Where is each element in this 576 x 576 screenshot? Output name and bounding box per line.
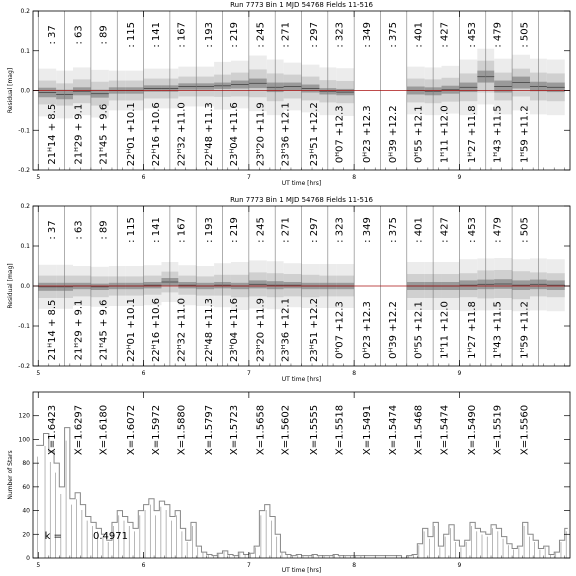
x-tick-label: 6 [141,562,146,569]
coord-label: 0ᴴ39 +12.2 [388,301,400,359]
coord-label: 22ᴴ16 +10.6 [151,102,163,167]
coord-label: 0ᴴ07 +12.3 [334,301,346,359]
coord-label: 22ᴴ16 +10.6 [151,297,163,363]
y-axis-label: Number of Stars [7,450,14,500]
coord-label: 0ᴴ39 +12.2 [388,105,400,164]
field-label: : 245 [255,22,267,48]
y-axis-label: Residual [mag] [7,263,14,309]
x-tick-label: 5 [36,370,41,377]
y-tick-label: 20 [22,531,30,539]
coord-label: 0ᴴ55 +12.1 [413,105,425,164]
field-label: : 63 [73,220,85,240]
x-tick-label: 7 [246,370,251,377]
field-label: : 297 [309,217,321,243]
coord-label: 21ᴴ45 + 9.6 [98,103,110,165]
airmass-label: X=1.5880 [176,404,188,456]
k-value: 0.4971 [93,531,129,543]
x-tick-label: 8 [352,370,357,377]
coord-label: 21ᴴ29 + 9.1 [73,103,85,165]
y-tick-label: 40 [22,507,30,515]
y-tick-label: 100 [18,436,30,444]
y-tick-label: 0.0 [20,87,30,95]
x-tick-label: 9 [457,174,462,181]
coord-label: 0ᴴ07 +12.3 [334,105,346,164]
field-label: : 297 [309,22,321,48]
field-label: : 193 [203,22,215,48]
field-label: : 375 [388,217,400,243]
x-tick-label: 8 [352,562,357,569]
x-tick-label: 7 [246,562,251,569]
y-tick-label: 0 [26,555,30,562]
field-label: : 37 [46,25,58,45]
coord-label: 21ᴴ14 + 8.5 [46,103,58,165]
field-label: : 167 [176,217,188,243]
y-tick-label: 0.1 [20,243,30,250]
field-label: : 37 [46,220,58,240]
chart-title: Run 7773 Bin 1 MJD 54768 Fields 11-516 [230,1,373,9]
field-label: : 479 [492,22,504,48]
field-label: : 141 [151,22,163,48]
y-tick-label: 0.2 [20,8,30,15]
airmass-label: X=1.6072 [125,404,137,456]
airmass-label: X=1.5490 [467,404,479,456]
coord-label: 1ᴴ59 +11.2 [519,105,531,164]
coord-label: 22ᴴ01 +10.1 [125,102,137,167]
field-label: : 375 [388,22,400,48]
field-label: : 141 [151,217,163,243]
field-label: : 427 [439,217,451,243]
y-tick-label: -0.2 [18,363,30,370]
field-label: : 219 [229,217,241,243]
coord-label: 23ᴴ04 +11.6 [229,102,241,167]
x-tick-label: 5 [36,562,41,569]
field-label: : 453 [467,22,479,48]
coord-label: 22ᴴ32 +11.0 [176,297,188,363]
coord-label: 1ᴴ59 +11.2 [519,301,531,359]
y-tick-label: -0.1 [18,323,30,330]
airmass-label: X=1.5972 [151,404,163,456]
coord-label: 1ᴴ43 +11.5 [492,301,504,359]
chart-panel-2 [7,196,570,383]
field-label: : 505 [519,217,531,243]
coord-label: 21ᴴ14 + 8.5 [46,299,58,361]
coord-label: 23ᴴ51 +12.2 [309,102,321,167]
y-tick-label: -0.1 [18,127,30,135]
field-label: : 115 [125,22,137,48]
field-label: : 219 [229,22,241,48]
x-axis-label: UT time [hrs] [281,376,322,383]
x-tick-label: 5 [36,174,41,181]
k-label: k = [44,531,62,543]
y-tick-label: 0.0 [20,283,30,290]
airmass-label: X=1.6180 [98,404,110,456]
coord-label: 0ᴴ23 +12.3 [361,301,373,359]
field-label: : 167 [176,22,188,48]
field-label: : 453 [467,217,479,243]
field-label: : 323 [334,22,346,48]
coord-label: 1ᴴ27 +11.8 [467,105,479,164]
airmass-label: X=1.5560 [519,404,531,456]
coord-label: 22ᴴ48 +11.3 [203,102,215,167]
field-label: : 479 [492,217,504,243]
airmass-label: X=1.5658 [255,404,267,456]
coord-label: 1ᴴ11 +12.0 [439,301,451,359]
coord-label: 23ᴴ51 +12.2 [309,297,321,363]
y-tick-label: 80 [22,460,30,468]
field-label: : 401 [413,217,425,243]
coord-label: 23ᴴ04 +11.6 [229,297,241,363]
field-label: : 401 [413,22,425,48]
y-tick-label: -0.2 [18,167,30,174]
coord-label: 23ᴴ36 +12.1 [280,102,292,167]
x-tick-label: 7 [246,174,251,181]
airmass-label: X=1.5518 [334,404,346,456]
airmass-label: X=1.5491 [361,404,373,456]
field-label: : 245 [255,217,267,243]
chart-panel-1 [7,1,570,187]
field-label: : 89 [98,25,110,45]
coord-label: 0ᴴ23 +12.3 [361,105,373,164]
coord-label: 23ᴴ20 +11.9 [255,297,267,363]
airmass-label: X=1.5555 [309,404,321,456]
airmass-label: X=1.6423 [46,404,58,456]
airmass-label: X=1.5723 [229,404,241,456]
field-label: : 349 [361,217,373,243]
field-label: : 115 [125,217,137,243]
coord-label: 22ᴴ01 +10.1 [125,297,137,363]
airmass-label: X=1.5797 [203,404,215,456]
airmass-label: X=1.5474 [439,404,451,456]
field-label: : 193 [203,217,215,243]
airmass-label: X=1.5474 [388,404,400,456]
coord-label: 23ᴴ36 +12.1 [280,297,292,363]
y-tick-label: 0.2 [20,203,30,210]
y-tick-label: 0.1 [20,47,30,55]
coord-label: 21ᴴ45 + 9.6 [98,299,110,361]
field-label: : 89 [98,220,110,240]
coord-label: 1ᴴ27 +11.8 [467,301,479,359]
field-label: : 427 [439,22,451,48]
airmass-label: X=1.5468 [413,404,425,456]
field-label: : 271 [280,22,292,48]
y-tick-label: 60 [22,483,30,491]
x-axis-label: UT time [hrs] [281,567,322,574]
x-tick-label: 9 [457,370,462,377]
x-tick-label: 6 [141,174,146,181]
coord-label: 1ᴴ11 +12.0 [439,105,451,164]
airmass-label: X=1.5519 [492,404,504,456]
x-axis-label: UT time [hrs] [281,180,322,187]
coord-label: 21ᴴ29 + 9.1 [73,299,85,361]
airmass-label: X=1.6297 [73,404,85,456]
chart-panel-3 [7,392,570,574]
field-label: : 323 [334,217,346,243]
x-tick-label: 6 [141,370,146,377]
coord-label: 23ᴴ20 +11.9 [255,102,267,167]
coord-label: 1ᴴ43 +11.5 [492,105,504,164]
field-label: : 349 [361,22,373,48]
field-label: : 271 [280,217,292,243]
airmass-label: X=1.5602 [280,404,292,456]
x-tick-label: 9 [457,562,462,569]
coord-label: 0ᴴ55 +12.1 [413,301,425,359]
field-label: : 505 [519,22,531,48]
x-tick-label: 8 [352,174,357,181]
chart-title: Run 7773 Bin 1 MJD 54768 Fields 11-516 [230,196,373,204]
field-label: : 63 [73,25,85,45]
coord-label: 22ᴴ32 +11.0 [176,102,188,167]
y-tick-label: 120 [18,412,30,420]
y-axis-label: Residual [mag] [7,67,14,114]
coord-label: 22ᴴ48 +11.3 [203,297,215,363]
